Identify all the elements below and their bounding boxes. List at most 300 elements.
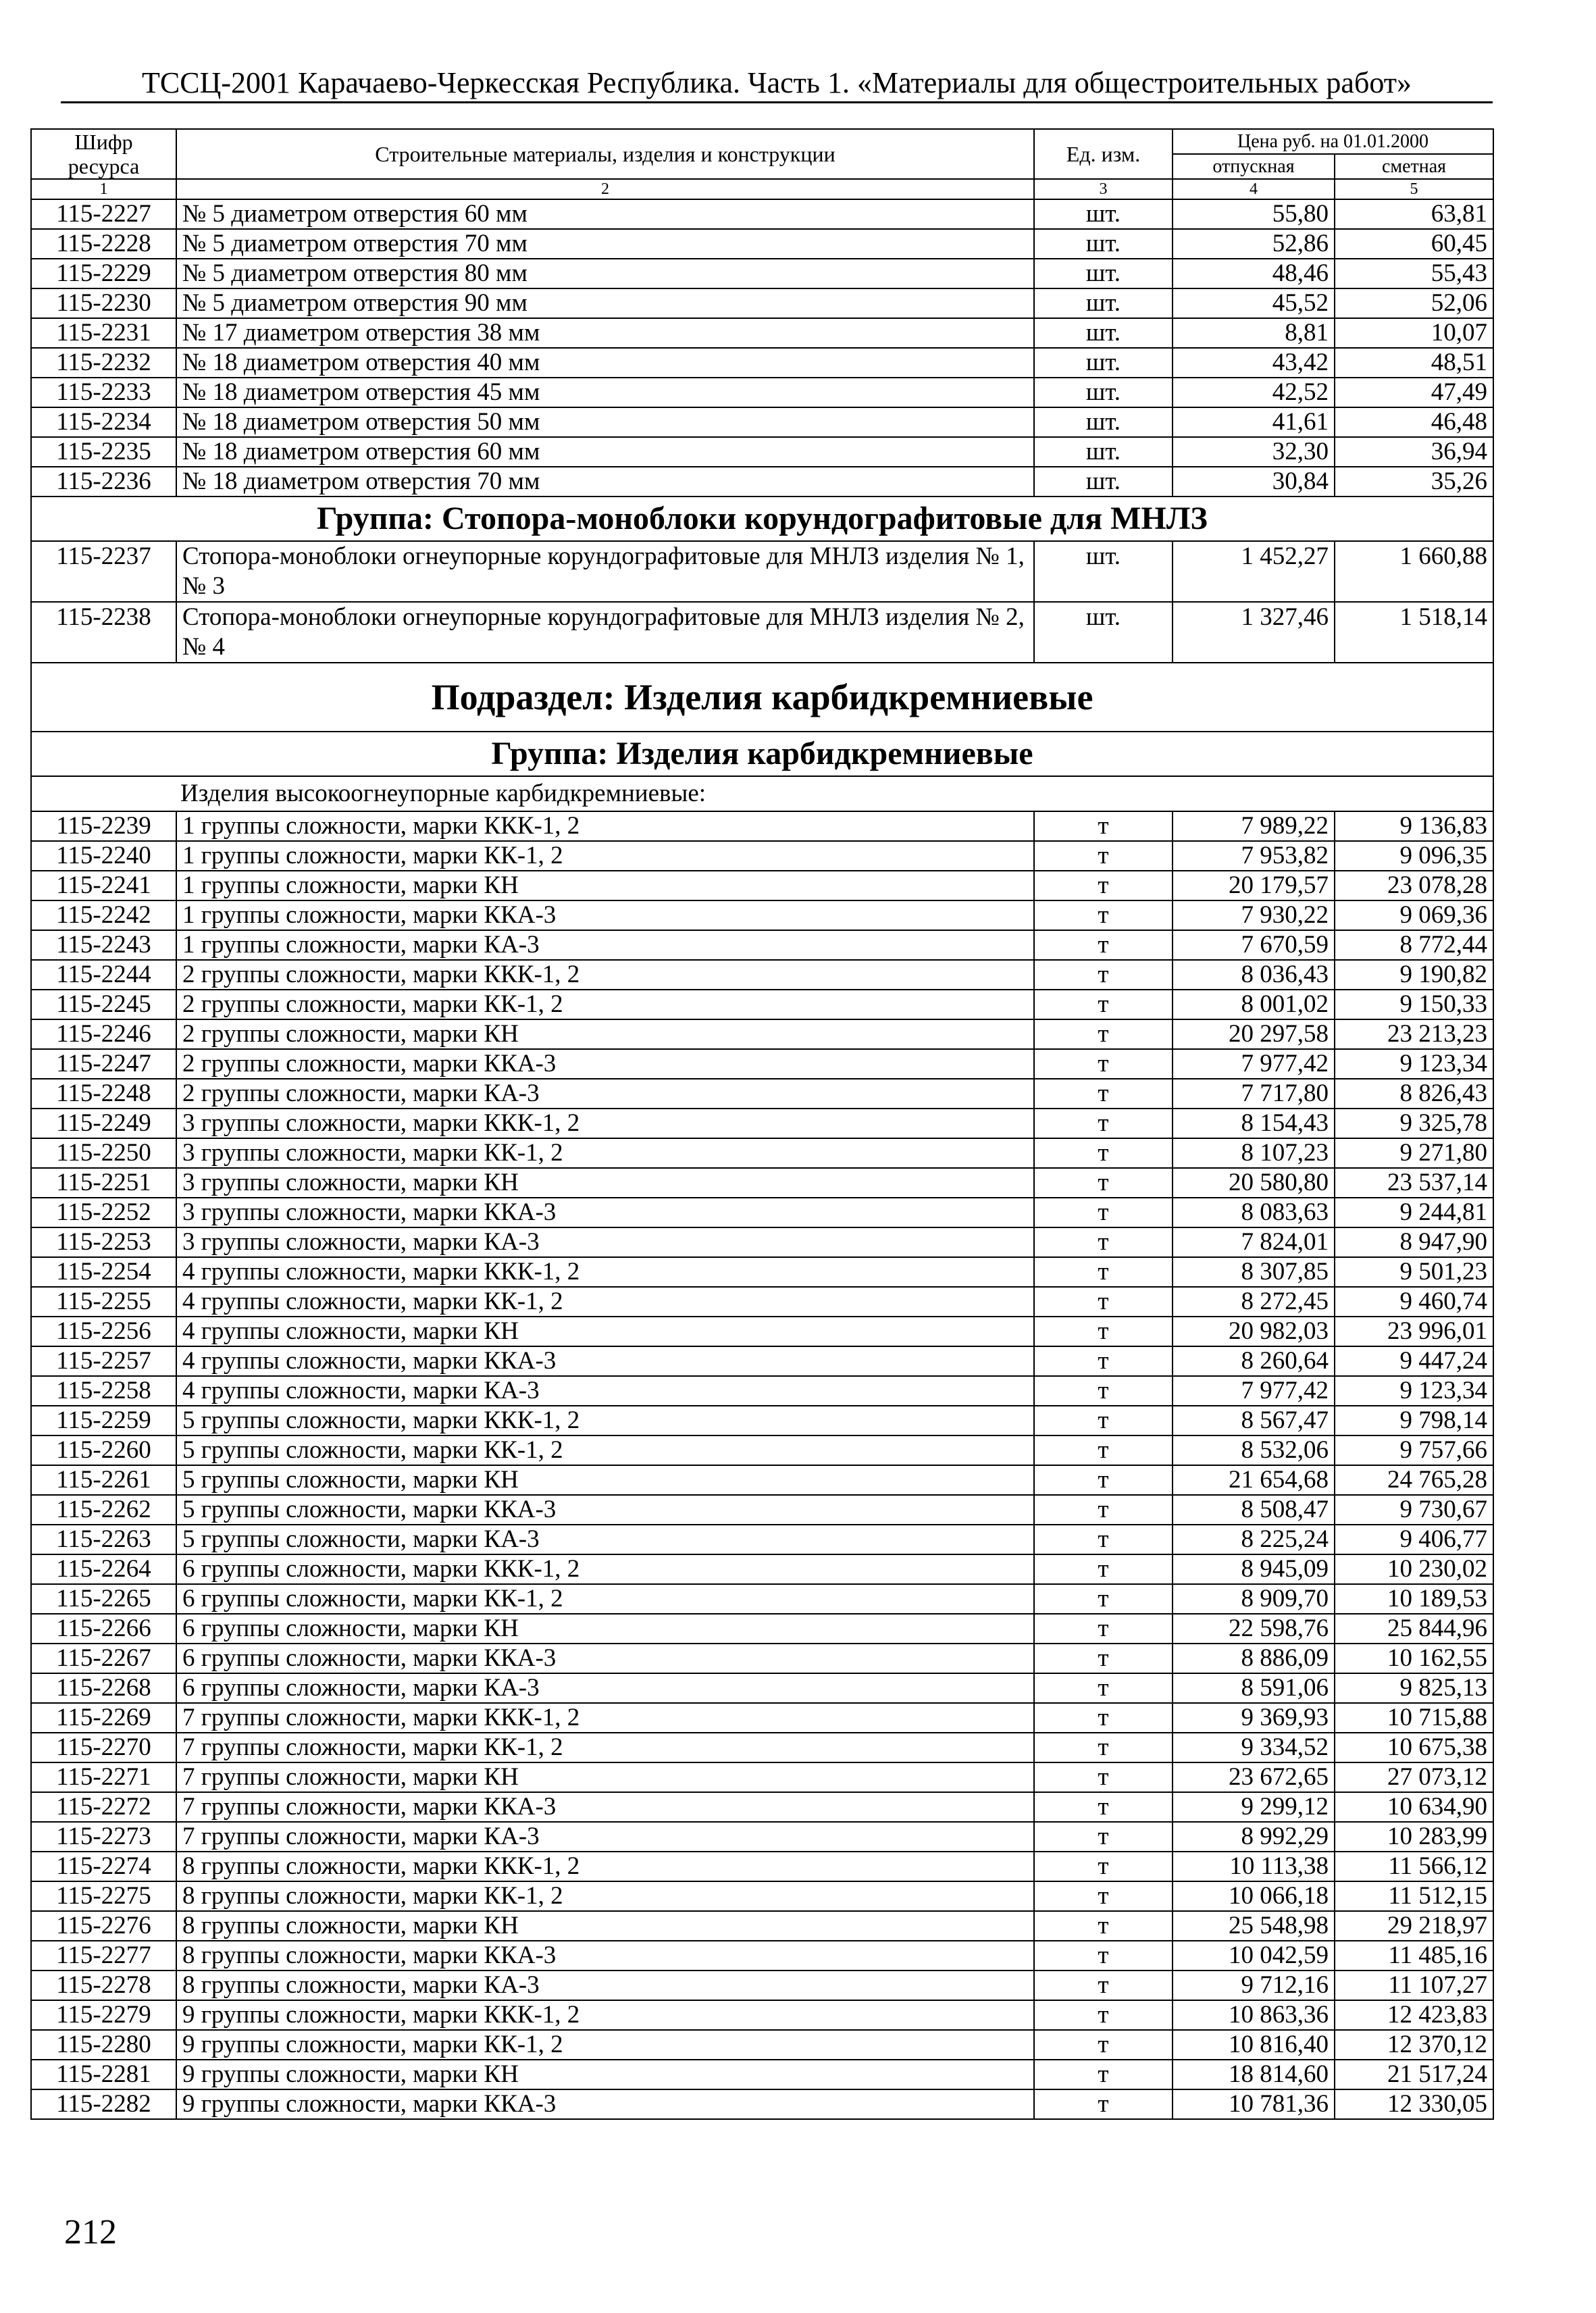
table-row <box>31 407 1493 437</box>
row-code: 115-2227 <box>31 199 176 229</box>
row-release-price: 55,80 <box>1173 199 1335 229</box>
row-unit: т <box>1034 1435 1173 1465</box>
row-unit: шт. <box>1034 407 1173 437</box>
row-release-price: 8 945,09 <box>1173 1554 1335 1584</box>
row-release-price: 20 179,57 <box>1173 871 1335 900</box>
row-name: 5 группы сложности, марки ККК-1, 2 <box>176 1406 1034 1435</box>
row-name: 6 группы сложности, марки ККК-1, 2 <box>176 1554 1034 1584</box>
row-release-price: 25 548,98 <box>1173 1911 1335 1941</box>
row-estimate-price: 9 447,24 <box>1335 1346 1493 1376</box>
row-unit: т <box>1034 1198 1173 1227</box>
row-name: 8 группы сложности, марки КН <box>176 1911 1034 1941</box>
row-code: 115-2276 <box>31 1911 176 1941</box>
row-unit: шт. <box>1034 541 1173 602</box>
row-estimate-price: 23 996,01 <box>1335 1317 1493 1346</box>
table-row <box>31 437 1493 467</box>
row-estimate-price: 11 107,27 <box>1335 1971 1493 2000</box>
row-code: 115-2241 <box>31 871 176 900</box>
row-release-price: 10 863,36 <box>1173 2000 1335 2030</box>
row-unit: т <box>1034 1317 1173 1346</box>
row-estimate-price: 9 798,14 <box>1335 1406 1493 1435</box>
row-release-price: 8 567,47 <box>1173 1406 1335 1435</box>
row-release-price: 20 580,80 <box>1173 1168 1335 1198</box>
row-estimate-price: 9 096,35 <box>1335 841 1493 871</box>
table-row <box>31 1852 1493 1881</box>
row-name: 7 группы сложности, марки КН <box>176 1762 1034 1792</box>
table-row <box>31 1911 1493 1941</box>
row-estimate-price: 9 136,83 <box>1335 811 1493 841</box>
row-code: 115-2236 <box>31 467 176 497</box>
row-release-price: 7 989,22 <box>1173 811 1335 841</box>
row-release-price: 10 066,18 <box>1173 1881 1335 1911</box>
row-release-price: 8 260,64 <box>1173 1346 1335 1376</box>
row-name: 2 группы сложности, марки КК-1, 2 <box>176 990 1034 1019</box>
table-row <box>31 1762 1493 1792</box>
table-row <box>31 841 1493 871</box>
row-name: 6 группы сложности, марки КК-1, 2 <box>176 1584 1034 1614</box>
row-code: 115-2279 <box>31 2000 176 2030</box>
row-estimate-price: 9 150,33 <box>1335 990 1493 1019</box>
row-name: № 5 диаметром отверстия 90 мм <box>176 288 1034 318</box>
row-name: № 18 диаметром отверстия 50 мм <box>176 407 1034 437</box>
table-row <box>31 229 1493 259</box>
row-name: 9 группы сложности, марки ККА-3 <box>176 2089 1034 2119</box>
row-name: 8 группы сложности, марки ККК-1, 2 <box>176 1852 1034 1881</box>
row-name: 1 группы сложности, марки КА-3 <box>176 930 1034 960</box>
table-row <box>31 1792 1493 1822</box>
row-release-price: 10 113,38 <box>1173 1852 1335 1881</box>
row-unit: т <box>1034 1079 1173 1109</box>
row-unit: т <box>1034 1227 1173 1257</box>
row-unit: т <box>1034 1911 1173 1941</box>
row-release-price: 8 591,06 <box>1173 1673 1335 1703</box>
row-estimate-price: 9 825,13 <box>1335 1673 1493 1703</box>
row-name: 8 группы сложности, марки КК-1, 2 <box>176 1881 1034 1911</box>
header-code: Шифр ресурса <box>31 129 176 179</box>
row-code: 115-2234 <box>31 407 176 437</box>
row-release-price: 7 930,22 <box>1173 900 1335 930</box>
row-release-price: 7 977,42 <box>1173 1049 1335 1079</box>
row-estimate-price: 12 423,83 <box>1335 2000 1493 2030</box>
row-estimate-price: 27 073,12 <box>1335 1762 1493 1792</box>
table-row <box>31 1138 1493 1168</box>
column-number: 4 <box>1173 179 1335 199</box>
row-code: 115-2271 <box>31 1762 176 1792</box>
row-name: № 5 диаметром отверстия 80 мм <box>176 259 1034 288</box>
row-name: 1 группы сложности, марки КК-1, 2 <box>176 841 1034 871</box>
row-code: 115-2272 <box>31 1792 176 1822</box>
row-estimate-price: 63,81 <box>1335 199 1493 229</box>
row-release-price: 1 452,27 <box>1173 541 1335 602</box>
table-row <box>31 1673 1493 1703</box>
row-code: 115-2256 <box>31 1317 176 1346</box>
row-name: 2 группы сложности, марки ККА-3 <box>176 1049 1034 1079</box>
table-row <box>31 1495 1493 1525</box>
column-number: 5 <box>1335 179 1493 199</box>
table-row <box>31 1644 1493 1673</box>
table-row <box>31 1079 1493 1109</box>
row-unit: т <box>1034 1584 1173 1614</box>
table-row <box>31 1406 1493 1435</box>
column-number: 2 <box>176 179 1034 199</box>
row-code: 115-2268 <box>31 1673 176 1703</box>
row-release-price: 22 598,76 <box>1173 1614 1335 1644</box>
row-name: 8 группы сложности, марки ККА-3 <box>176 1941 1034 1971</box>
row-release-price: 45,52 <box>1173 288 1335 318</box>
table-row <box>31 1019 1493 1049</box>
row-release-price: 8 307,85 <box>1173 1257 1335 1287</box>
row-estimate-price: 52,06 <box>1335 288 1493 318</box>
row-name: 7 группы сложности, марки КА-3 <box>176 1822 1034 1852</box>
row-estimate-price: 60,45 <box>1335 229 1493 259</box>
table-row <box>31 1198 1493 1227</box>
row-name: № 18 диаметром отверстия 40 мм <box>176 348 1034 378</box>
row-release-price: 7 824,01 <box>1173 1227 1335 1257</box>
row-release-price: 52,86 <box>1173 229 1335 259</box>
row-estimate-price: 10 283,99 <box>1335 1822 1493 1852</box>
row-unit: т <box>1034 1019 1173 1049</box>
row-release-price: 8 992,29 <box>1173 1822 1335 1852</box>
row-release-price: 8 154,43 <box>1173 1109 1335 1138</box>
table-body-stoppers <box>31 541 1493 663</box>
row-name: 4 группы сложности, марки ККА-3 <box>176 1346 1034 1376</box>
header-price-group: Цена руб. на 01.01.2000 <box>1173 129 1493 154</box>
row-name: № 18 диаметром отверстия 60 мм <box>176 437 1034 467</box>
row-estimate-price: 9 271,80 <box>1335 1138 1493 1168</box>
row-release-price: 8,81 <box>1173 318 1335 348</box>
row-unit: т <box>1034 1881 1173 1911</box>
row-code: 115-2232 <box>31 348 176 378</box>
table-row <box>31 1941 1493 1971</box>
header-estimate-price: сметная <box>1335 154 1493 179</box>
row-release-price: 20 297,58 <box>1173 1019 1335 1049</box>
row-release-price: 8 001,02 <box>1173 990 1335 1019</box>
row-unit: т <box>1034 1109 1173 1138</box>
row-unit: шт. <box>1034 348 1173 378</box>
row-estimate-price: 12 370,12 <box>1335 2030 1493 2060</box>
row-code: 115-2280 <box>31 2030 176 2060</box>
row-unit: т <box>1034 990 1173 1019</box>
row-release-price: 18 814,60 <box>1173 2060 1335 2089</box>
row-code: 115-2270 <box>31 1733 176 1762</box>
row-code: 115-2282 <box>31 2089 176 2119</box>
row-estimate-price: 9 325,78 <box>1335 1109 1493 1138</box>
table-row <box>31 199 1493 229</box>
table-row <box>31 2060 1493 2089</box>
row-name: 5 группы сложности, марки КА-3 <box>176 1525 1034 1554</box>
row-unit: т <box>1034 1287 1173 1317</box>
table-row <box>31 1971 1493 2000</box>
row-code: 115-2231 <box>31 318 176 348</box>
table-row <box>31 1317 1493 1346</box>
row-code: 115-2264 <box>31 1554 176 1584</box>
table-row <box>31 960 1493 990</box>
row-code: 115-2250 <box>31 1138 176 1168</box>
row-code: 115-2252 <box>31 1198 176 1227</box>
row-estimate-price: 25 844,96 <box>1335 1614 1493 1644</box>
table-row <box>31 602 1493 663</box>
row-name: 1 группы сложности, марки КН <box>176 871 1034 900</box>
row-unit: т <box>1034 871 1173 900</box>
table-row <box>31 2089 1493 2119</box>
row-release-price: 41,61 <box>1173 407 1335 437</box>
row-name: 7 группы сложности, марки ККА-3 <box>176 1792 1034 1822</box>
row-name: 4 группы сложности, марки КА-3 <box>176 1376 1034 1406</box>
table-row <box>31 1287 1493 1317</box>
row-code: 115-2235 <box>31 437 176 467</box>
row-name: 4 группы сложности, марки КК-1, 2 <box>176 1287 1034 1317</box>
row-name: 2 группы сложности, марки КА-3 <box>176 1079 1034 1109</box>
page-header: ТССЦ-2001 Карачаево-Черкесская Республика. Часть 1. «Материалы для общестроительных работ» <box>142 66 1412 99</box>
row-unit: шт. <box>1034 437 1173 467</box>
row-unit: шт. <box>1034 199 1173 229</box>
table-row <box>31 318 1493 348</box>
row-name: 3 группы сложности, марки КН <box>176 1168 1034 1198</box>
row-unit: т <box>1034 1703 1173 1733</box>
table-row <box>31 541 1493 602</box>
row-release-price: 21 654,68 <box>1173 1465 1335 1495</box>
table-row <box>31 1346 1493 1376</box>
row-estimate-price: 9 730,67 <box>1335 1495 1493 1525</box>
row-estimate-price: 8 947,90 <box>1335 1227 1493 1257</box>
row-unit: т <box>1034 1644 1173 1673</box>
table-row <box>31 1614 1493 1644</box>
row-code: 115-2249 <box>31 1109 176 1138</box>
table-body-carbide <box>31 811 1493 2119</box>
table-row <box>31 1049 1493 1079</box>
row-code: 115-2275 <box>31 1881 176 1911</box>
row-unit: т <box>1034 1733 1173 1762</box>
row-unit: т <box>1034 960 1173 990</box>
row-name: 5 группы сложности, марки КН <box>176 1465 1034 1495</box>
row-unit: шт. <box>1034 229 1173 259</box>
row-code: 115-2274 <box>31 1852 176 1881</box>
row-release-price: 7 977,42 <box>1173 1376 1335 1406</box>
row-estimate-price: 23 537,14 <box>1335 1168 1493 1198</box>
row-name: № 18 диаметром отверстия 45 мм <box>176 378 1034 407</box>
row-unit: т <box>1034 1852 1173 1881</box>
row-unit: т <box>1034 1406 1173 1435</box>
table-row <box>31 1822 1493 1852</box>
row-name: 5 группы сложности, марки ККА-3 <box>176 1495 1034 1525</box>
row-release-price: 7 717,80 <box>1173 1079 1335 1109</box>
row-unit: т <box>1034 1495 1173 1525</box>
row-release-price: 9 369,93 <box>1173 1703 1335 1733</box>
row-estimate-price: 10 634,90 <box>1335 1792 1493 1822</box>
row-unit: т <box>1034 1376 1173 1406</box>
row-code: 115-2263 <box>31 1525 176 1554</box>
row-unit: т <box>1034 1257 1173 1287</box>
table-row <box>31 930 1493 960</box>
row-unit: шт. <box>1034 467 1173 497</box>
row-estimate-price: 10,07 <box>1335 318 1493 348</box>
row-release-price: 7 953,82 <box>1173 841 1335 871</box>
row-unit: т <box>1034 2060 1173 2089</box>
row-estimate-price: 1 660,88 <box>1335 541 1493 602</box>
row-estimate-price: 9 244,81 <box>1335 1198 1493 1227</box>
row-release-price: 9 712,16 <box>1173 1971 1335 2000</box>
row-code: 115-2265 <box>31 1584 176 1614</box>
row-estimate-price: 9 406,77 <box>1335 1525 1493 1554</box>
table-body-nozzles <box>31 199 1493 497</box>
row-name: 7 группы сложности, марки ККК-1, 2 <box>176 1703 1034 1733</box>
row-release-price: 8 272,45 <box>1173 1287 1335 1317</box>
row-code: 115-2237 <box>31 541 176 602</box>
row-name: 1 группы сложности, марки ККА-3 <box>176 900 1034 930</box>
row-code: 115-2228 <box>31 229 176 259</box>
row-release-price: 8 886,09 <box>1173 1644 1335 1673</box>
row-code: 115-2278 <box>31 1971 176 2000</box>
row-code: 115-2254 <box>31 1257 176 1287</box>
intro-line: Изделия высокоогнеупорные карбидкремниевые: <box>31 776 1493 811</box>
row-release-price: 1 327,46 <box>1173 602 1335 663</box>
row-estimate-price: 29 218,97 <box>1335 1911 1493 1941</box>
row-name: 4 группы сложности, марки ККК-1, 2 <box>176 1257 1034 1287</box>
row-code: 115-2257 <box>31 1346 176 1376</box>
row-estimate-price: 9 069,36 <box>1335 900 1493 930</box>
row-estimate-price: 24 765,28 <box>1335 1465 1493 1495</box>
table-row <box>31 259 1493 288</box>
group-heading-carbide: Группа: Изделия карбидкремниевые <box>31 732 1493 776</box>
row-unit: т <box>1034 841 1173 871</box>
row-estimate-price: 48,51 <box>1335 348 1493 378</box>
row-estimate-price: 11 485,16 <box>1335 1941 1493 1971</box>
table-row <box>31 811 1493 841</box>
row-name: 3 группы сложности, марки ККА-3 <box>176 1198 1034 1227</box>
row-estimate-price: 11 566,12 <box>1335 1852 1493 1881</box>
table-row <box>31 1584 1493 1614</box>
row-estimate-price: 9 123,34 <box>1335 1049 1493 1079</box>
row-code: 115-2229 <box>31 259 176 288</box>
page-number: 212 <box>64 2213 117 2252</box>
row-name: № 5 диаметром отверстия 60 мм <box>176 199 1034 229</box>
row-code: 115-2246 <box>31 1019 176 1049</box>
row-unit: т <box>1034 1168 1173 1198</box>
row-name: № 17 диаметром отверстия 38 мм <box>176 318 1034 348</box>
row-name: 2 группы сложности, марки ККК-1, 2 <box>176 960 1034 990</box>
row-unit: шт. <box>1034 602 1173 663</box>
row-release-price: 9 299,12 <box>1173 1792 1335 1822</box>
row-name: 9 группы сложности, марки КН <box>176 2060 1034 2089</box>
row-release-price: 8 036,43 <box>1173 960 1335 990</box>
table-row <box>31 2030 1493 2060</box>
row-release-price: 42,52 <box>1173 378 1335 407</box>
row-release-price: 23 672,65 <box>1173 1762 1335 1792</box>
row-unit: т <box>1034 2089 1173 2119</box>
row-code: 115-2247 <box>31 1049 176 1079</box>
row-release-price: 7 670,59 <box>1173 930 1335 960</box>
table-row <box>31 348 1493 378</box>
row-estimate-price: 9 123,34 <box>1335 1376 1493 1406</box>
row-estimate-price: 47,49 <box>1335 378 1493 407</box>
row-estimate-price: 46,48 <box>1335 407 1493 437</box>
row-release-price: 32,30 <box>1173 437 1335 467</box>
row-release-price: 43,42 <box>1173 348 1335 378</box>
row-release-price: 8 508,47 <box>1173 1495 1335 1525</box>
row-estimate-price: 9 757,66 <box>1335 1435 1493 1465</box>
row-estimate-price: 36,94 <box>1335 437 1493 467</box>
row-code: 115-2266 <box>31 1614 176 1644</box>
row-code: 115-2273 <box>31 1822 176 1852</box>
row-release-price: 8 909,70 <box>1173 1584 1335 1614</box>
row-estimate-price: 10 162,55 <box>1335 1644 1493 1673</box>
table-row <box>31 2000 1493 2030</box>
row-code: 115-2240 <box>31 841 176 871</box>
row-release-price: 10 042,59 <box>1173 1941 1335 1971</box>
row-unit: т <box>1034 930 1173 960</box>
row-estimate-price: 12 330,05 <box>1335 2089 1493 2119</box>
row-name: № 18 диаметром отверстия 70 мм <box>176 467 1034 497</box>
row-unit: шт. <box>1034 378 1173 407</box>
row-unit: т <box>1034 2000 1173 2030</box>
row-name: 3 группы сложности, марки ККК-1, 2 <box>176 1109 1034 1138</box>
row-unit: т <box>1034 1346 1173 1376</box>
subsection-heading: Подраздел: Изделия карбидкремниевые <box>31 663 1493 732</box>
row-code: 115-2238 <box>31 602 176 663</box>
row-estimate-price: 10 189,53 <box>1335 1584 1493 1614</box>
row-unit: т <box>1034 1762 1173 1792</box>
row-estimate-price: 21 517,24 <box>1335 2060 1493 2089</box>
row-unit: т <box>1034 2030 1173 2060</box>
row-unit: т <box>1034 1554 1173 1584</box>
row-estimate-price: 8 826,43 <box>1335 1079 1493 1109</box>
row-unit: т <box>1034 1049 1173 1079</box>
row-unit: т <box>1034 1138 1173 1168</box>
row-unit: т <box>1034 1792 1173 1822</box>
table-row <box>31 378 1493 407</box>
row-name: 3 группы сложности, марки КА-3 <box>176 1227 1034 1257</box>
table-row <box>31 900 1493 930</box>
row-code: 115-2267 <box>31 1644 176 1673</box>
row-estimate-price: 10 715,88 <box>1335 1703 1493 1733</box>
column-number: 3 <box>1034 179 1173 199</box>
row-unit: шт. <box>1034 259 1173 288</box>
table-row <box>31 1881 1493 1911</box>
row-code: 115-2239 <box>31 811 176 841</box>
header-release-price: отпускная <box>1173 154 1335 179</box>
table-row <box>31 1733 1493 1762</box>
row-code: 115-2277 <box>31 1941 176 1971</box>
table-row <box>31 1376 1493 1406</box>
row-unit: т <box>1034 1465 1173 1495</box>
row-name: 9 группы сложности, марки КК-1, 2 <box>176 2030 1034 2060</box>
row-estimate-price: 9 190,82 <box>1335 960 1493 990</box>
row-name: 1 группы сложности, марки ККК-1, 2 <box>176 811 1034 841</box>
row-name: Стопора-моноблоки огнеупорные корундографитовые для МНЛЗ изделия № 1, № 3 <box>176 541 1034 602</box>
header-name: Строительные материалы, изделия и конструкции <box>176 129 1034 179</box>
row-name: 6 группы сложности, марки КА-3 <box>176 1673 1034 1703</box>
row-estimate-price: 1 518,14 <box>1335 602 1493 663</box>
table-row <box>31 1257 1493 1287</box>
row-code: 115-2261 <box>31 1465 176 1495</box>
row-code: 115-2259 <box>31 1406 176 1435</box>
table-row <box>31 871 1493 900</box>
row-code: 115-2281 <box>31 2060 176 2089</box>
row-release-price: 8 532,06 <box>1173 1435 1335 1465</box>
row-name: 7 группы сложности, марки КК-1, 2 <box>176 1733 1034 1762</box>
row-name: 6 группы сложности, марки ККА-3 <box>176 1644 1034 1673</box>
row-name: Стопора-моноблоки огнеупорные корундографитовые для МНЛЗ изделия № 2, № 4 <box>176 602 1034 663</box>
row-code: 115-2251 <box>31 1168 176 1198</box>
row-unit: т <box>1034 1525 1173 1554</box>
row-release-price: 48,46 <box>1173 259 1335 288</box>
row-unit: т <box>1034 811 1173 841</box>
row-code: 115-2230 <box>31 288 176 318</box>
row-unit: т <box>1034 900 1173 930</box>
row-name: 2 группы сложности, марки КН <box>176 1019 1034 1049</box>
row-name: 5 группы сложности, марки КК-1, 2 <box>176 1435 1034 1465</box>
row-name: № 5 диаметром отверстия 70 мм <box>176 229 1034 259</box>
